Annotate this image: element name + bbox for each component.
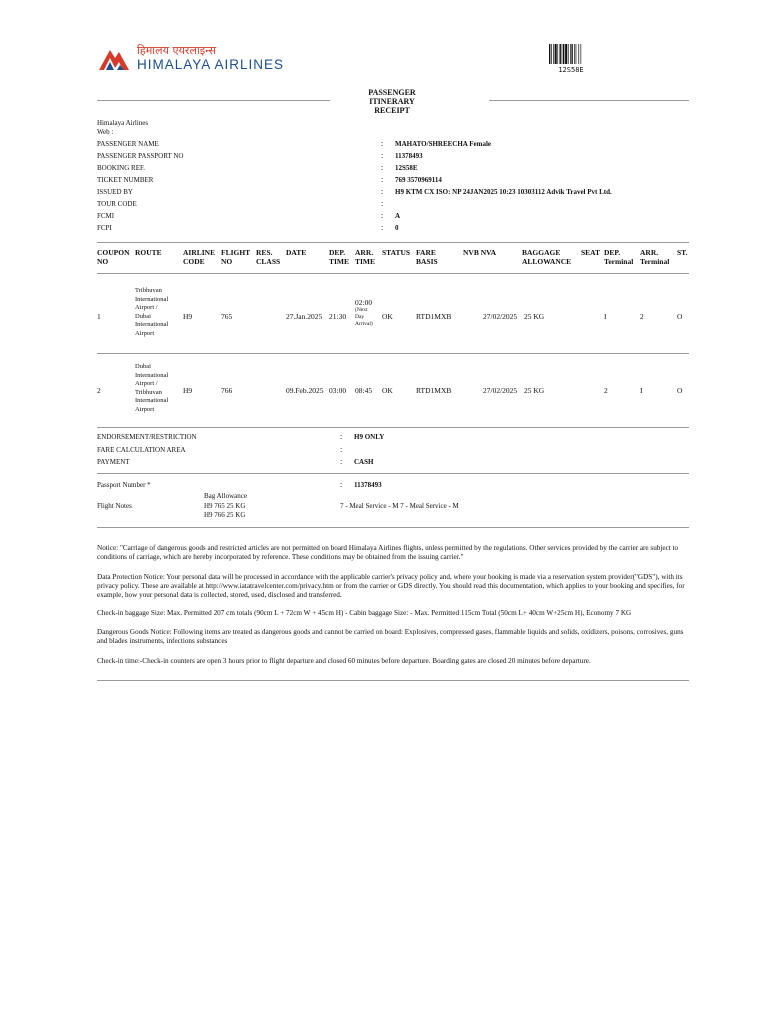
doc-title-line1: PASSENGER	[368, 88, 416, 97]
info-value: 0	[395, 224, 399, 232]
info-label: BOOKING REF.	[97, 164, 146, 172]
coupon-number: 2	[97, 386, 101, 395]
col-header-status: STATUS	[382, 248, 411, 257]
info-value: 769 3570969114	[395, 176, 442, 184]
col-header-airline: AIRLINE CODE	[183, 248, 216, 266]
airline-logo	[97, 40, 307, 74]
info-colon: :	[381, 139, 384, 148]
col-header-fare: FARE BASIS	[416, 248, 438, 266]
header-line1: Himalaya Airlines	[97, 119, 149, 127]
title-rule-right	[489, 100, 689, 101]
col-header-seat: SEAT	[581, 248, 601, 257]
fare-basis: RTD1MXB	[416, 386, 452, 395]
col-header-st: ST.	[677, 248, 688, 257]
info-colon: :	[381, 223, 384, 232]
info-colon: :	[381, 175, 384, 184]
col-header-baggage: BAGGAGE ALLOWANCE	[522, 248, 572, 266]
arr-terminal: 2	[640, 312, 644, 321]
col-header-route: ROUTE	[135, 248, 162, 257]
notice-dangerous-goods: Dangerous Goods Notice: Following items are treated as dangerous goods and cannot be carried on board: Explosives, compressed gases, flammable liquids and solids, oxidizers, poisons, corrosives, guns and blades instruments, infections substances	[97, 628, 684, 645]
dep-time: 21:30	[329, 312, 347, 321]
passport-number-label: Passport Number *	[97, 481, 151, 489]
flight-number: 765	[221, 312, 233, 321]
route: Tribhuvan International Airport / Dubai International Airport	[135, 287, 169, 337]
header-line2: Web :	[97, 128, 114, 136]
nvb-nva: 27/02/2025	[483, 386, 518, 395]
info-value: A	[395, 212, 401, 220]
arr-terminal: I	[640, 386, 643, 395]
info-label: TOUR CODE	[97, 200, 137, 208]
bottom-rule	[97, 680, 689, 681]
dep-terminal: 2	[604, 386, 608, 395]
bag-line-2: H9 766 25 KG	[204, 511, 246, 519]
mountain-logo-icon	[97, 42, 131, 72]
info-value: H9 KTM CX ISO: NP 24JAN2025 10:23 10303112 Advik Travel Pvt Ltd.	[395, 188, 612, 196]
bag-line-1: H9 765 25 KG	[204, 502, 246, 510]
endorsement-colon: :	[340, 432, 343, 441]
dep-time: 03:00	[329, 386, 347, 395]
col-header-coupon: COUPON NO	[97, 248, 130, 266]
meal-service: 7 - Meal Service - M 7 - Meal Service - M	[340, 502, 459, 510]
notice-check-in-time: Check-in time:-Check-in counters are open 3 hours prior to flight departure and closed 60 minutes before departure. Boarding gates are closed 20 minutes before departure.	[97, 657, 591, 665]
info-label: FCPI	[97, 224, 112, 232]
info-value: MAHATO/SHREECHA Female	[395, 140, 491, 148]
col-header-dep-terminal: DEP. Terminal	[604, 248, 634, 266]
info-colon: :	[381, 211, 384, 220]
info-label: TICKET NUMBER	[97, 176, 154, 184]
info-value: 12S58E	[395, 164, 418, 172]
endorsement-label: PAYMENT	[97, 458, 130, 466]
baggage-allowance: 25 KG	[524, 386, 545, 395]
brand-name-native: हिमालय एयरलाइन्स	[137, 44, 217, 57]
endorsement-colon: :	[340, 444, 343, 454]
dep-terminal: I	[604, 312, 607, 321]
notice-baggage-size: Check-in baggage Size: Max. Permitted 207 cm totals (90cm L + 72cm W + 45cm H) - Cabin baggage Size: - Max. Permitted 115cm Total (50cm L+ 40cm W+25cm H), Economy 7 KG	[97, 609, 632, 617]
brand-name: HIMALAYA AIRLINES	[137, 57, 285, 72]
endorsement-label: FARE CALCULATION AREA	[97, 445, 186, 454]
arr-time: 02:00	[355, 298, 373, 307]
status: OK	[382, 312, 393, 321]
info-label: FCMI	[97, 212, 115, 220]
col-header-arr-terminal: ARR. Terminal	[640, 248, 670, 266]
row-status: O	[677, 386, 683, 395]
info-label: PASSENGER PASSPORT NO	[97, 152, 184, 160]
endorsement-colon: :	[340, 457, 343, 466]
notice-data-protection: Data Protection Notice: Your personal data will be processed in accordance with the applicable carrier's privacy policy and, where your booking is made via a reservation system provider("GDS"), with its privacy policy. These are available at http://www.iatatravelcenter.com/privacy.htm or from the carrier or GDS directly. You should read this documentation, which applies to your booking and specifies, for example, how your personal data is collected, stored, used, disclosed and transferred.	[97, 573, 685, 599]
arr-note: (Next Day Arrival)	[355, 307, 373, 327]
flight-date: 09.Feb.2025	[286, 386, 324, 395]
endorsement-value: CASH	[354, 458, 374, 466]
flight-notes-rule	[97, 527, 689, 528]
doc-title-line3: RECEIPT	[374, 106, 410, 115]
info-label: ISSUED BY	[97, 188, 133, 196]
table-bottom-rule	[97, 427, 689, 428]
fare-basis: RTD1MXB	[416, 312, 452, 321]
airline-code: H9	[183, 386, 193, 395]
doc-title	[340, 88, 444, 115]
doc-title-line2: ITINERARY	[369, 97, 415, 106]
arr-time: 08:45	[355, 386, 373, 395]
row-sep-rule	[97, 353, 689, 354]
info-colon: :	[381, 199, 384, 208]
info-colon: :	[381, 187, 384, 196]
row-status: O	[677, 312, 683, 321]
col-header-arr: ARR. TIME	[355, 248, 376, 266]
col-header-dep: DEP. TIME	[329, 248, 350, 266]
bag-allowance-title: Bag Allowance	[204, 492, 247, 500]
coupon-number: 1	[97, 312, 101, 321]
passport-number-value: 11378493	[354, 481, 382, 489]
flight-notes-label: Flight Notes	[97, 502, 132, 510]
route: Dubai International Airport / Tribhuvan International Airport	[135, 363, 169, 413]
flight-date: 27.Jan.2025	[286, 312, 323, 321]
flight-number: 766	[221, 386, 233, 395]
col-header-flight: FLIGHT NO	[221, 248, 251, 266]
info-label: PASSENGER NAME	[97, 140, 159, 148]
airline-code: H9	[183, 312, 193, 321]
endorsement-label: ENDORSEMENT/RESTRICTION	[97, 433, 197, 441]
passport-colon: :	[340, 480, 343, 489]
table-header-rule	[97, 273, 689, 274]
col-header-date: DATE	[286, 248, 307, 257]
table-top-rule	[97, 242, 689, 243]
endorsement-value: H9 ONLY	[354, 433, 385, 441]
col-header-res: RES. CLASS	[256, 248, 281, 266]
info-colon: :	[381, 163, 384, 172]
barcode	[549, 44, 593, 64]
notice-dangerous-carriage: Notice: "Carriage of dangerous goods and restricted articles are not permitted on board Himalaya Airlines flights, unless permitted by the regulations. Other services provided by the carrier are subject to conditions of carriage, which are hereby incorporated by reference. These conditions may be obtained from the issuing carrier."	[97, 544, 679, 561]
barcode-text: 12S58E	[558, 66, 584, 74]
col-header-nvb: NVB NVA	[463, 248, 496, 257]
status: OK	[382, 386, 393, 395]
info-colon: :	[381, 151, 384, 160]
title-rule-left	[97, 100, 330, 101]
endorsement-rule	[97, 473, 689, 474]
nvb-nva: 27/02/2025	[483, 312, 518, 321]
info-value: 11378493	[395, 152, 423, 160]
baggage-allowance: 25 KG	[524, 312, 545, 321]
